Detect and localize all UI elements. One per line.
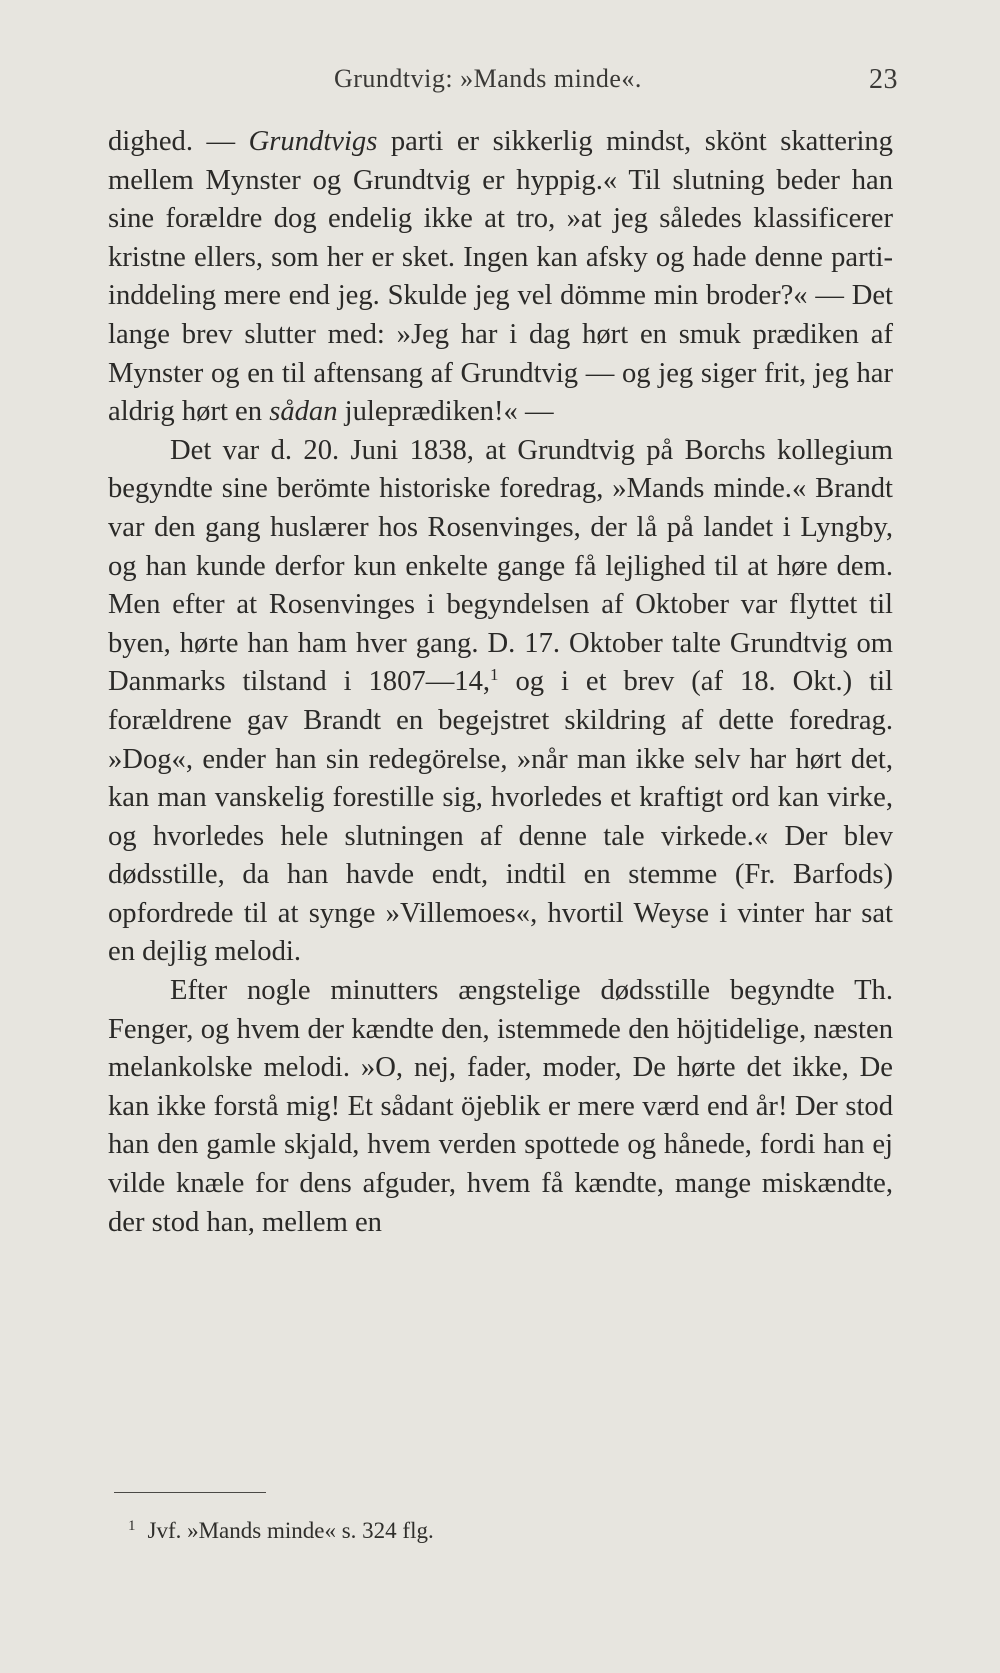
page-number: 23 (869, 64, 898, 95)
footnote-divider (114, 1492, 266, 1493)
paragraph-2-text-b: og i et brev (af 18. Okt.) til forældrene gav Brandt en begejstret skildring af dette foredrag. »Dog«, ender han sin redegörelse, »når man ikke selv har hørt det, kan man vanskelig forestille sig, hvorledes et kraftigt ord kan virke, og hvorledes hele slutningen af denne tale virkede.« Der blev dødsstille, da han havde endt, indtil en stemme (Fr. Barfods) opfordrede til at synge »Villemoes«, hvortil Weyse i vinter har sat en dejlig melodi. (108, 666, 893, 968)
paragraph-1-italic-sadan: sådan (269, 396, 338, 428)
footnote-reference: 1 (490, 665, 499, 685)
paragraph-1-text-c: juleprædiken!« — (337, 396, 554, 428)
page-header (108, 64, 898, 104)
paragraph-2 (108, 432, 893, 972)
paragraph-3-text: Efter nogle minutters ængstelige dødsstille begyndte Th. Fenger, og hvem der kændte den, istemmede den höjtidelige, næsten melankolske melodi. »O, nej, fader, moder, De hørte det ikke, De kan ikke forstå mig! Et sådant öjeblik er mere værd end år! Der stod han den gamle skjald, hvem verden spottede og hånede, fordi han ej vilde knæle for dens afguder, hvem få kændte, mange miskændte, der stod han, mellem en (108, 975, 893, 1238)
body-text (108, 123, 893, 1242)
footnote-marker: 1 (128, 1518, 136, 1534)
running-head: Grundtvig: »Mands minde«. (334, 64, 642, 93)
paragraph-3 (108, 972, 893, 1242)
footnote (128, 1518, 434, 1544)
paragraph-1-italic-grundtvigs: Grundtvigs (248, 126, 378, 157)
footnote-text: Jvf. »Mands minde« s. 324 flg. (147, 1518, 434, 1543)
paragraph-1-text-b: parti er sikkerlig mindst, skönt skattering mellem Mynster og Grundtvig er hyppig.« Til slutning beder han sine forældre dog endelig ikke at tro, »at jeg således klassificerer kristne ellers, som her er sket. Ingen kan afsky og hade denne parti-inddeling mere end jeg. Skulde jeg vel dömme min broder?« — Det lange brev slutter med: »Jeg har i dag hørt en smuk prædiken af Mynster og en til aftensang af Grundtvig — og jeg siger frit, jeg har aldrig hørt en (108, 126, 893, 428)
paragraph-1-text-a: dighed. — (108, 126, 249, 157)
paragraph-1 (108, 123, 893, 432)
paragraph-2-text-a: Det var d. 20. Juni 1838, at Grundtvig på Borchs kollegium begyndte sine berömte historiske foredrag, »Mands minde.« Brandt var den gang huslærer hos Rosenvinges, der lå på landet i Lyngby, og han kunde derfor kun enkelte gange få lejlighed til at høre dem. Men efter at Rosenvinges i begyndelsen af Oktober var flyttet til byen, hørte han ham hver gang. D. 17. Oktober talte Grundtvig om Danmarks tilstand i 1807—14, (108, 434, 893, 698)
